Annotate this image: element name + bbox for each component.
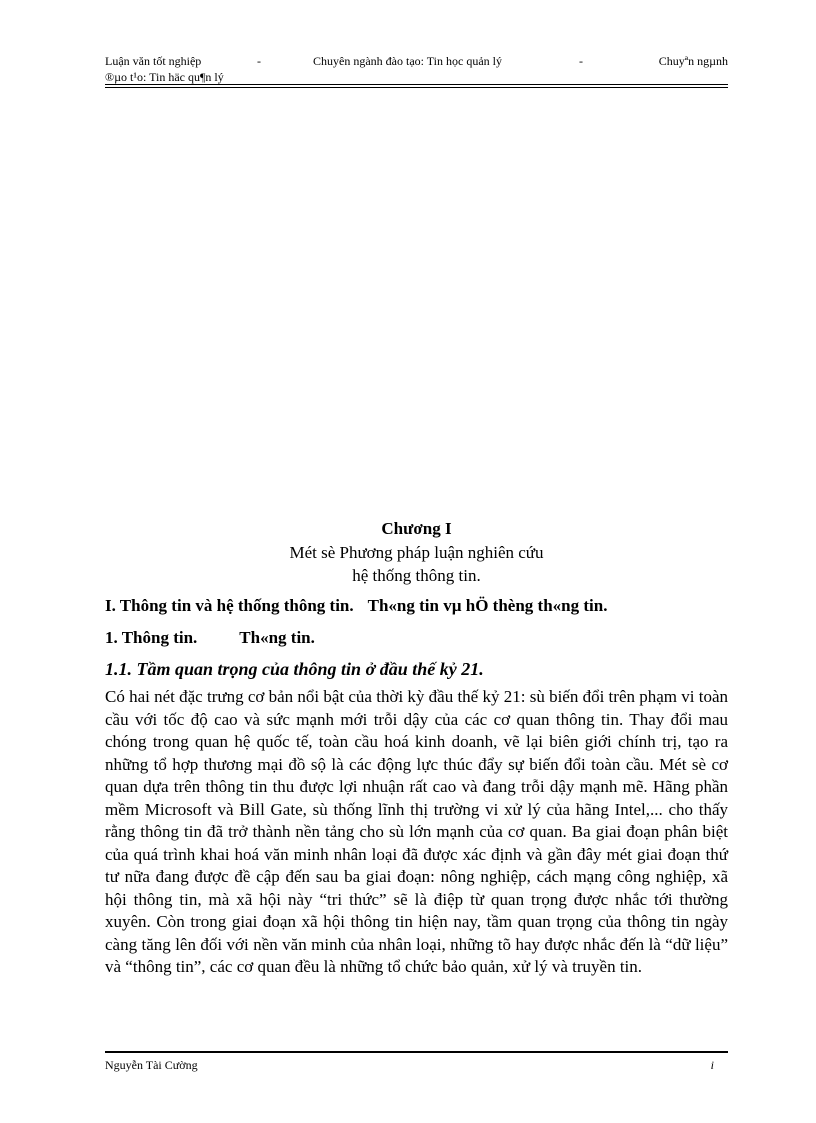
header-right-text: Chuyªn ngµnh [658, 54, 728, 68]
section-heading [105, 595, 607, 617]
page-header [105, 53, 728, 85]
header-left-text: Luận văn tốt nghiệp [105, 54, 202, 68]
header-second-line: ®µo t¹o: Tin häc qu¶n lý [105, 70, 224, 84]
page-number: i [710, 1058, 714, 1072]
subsubsection-heading: 1.1. Tầm quan trọng của thông tin ở đầu thế kỷ 21. [105, 659, 484, 679]
subsection-heading [105, 627, 315, 649]
footer-rule [105, 1051, 728, 1053]
section-heading-alt-text: Th«ng tin vµ hÖ thèng th«ng tin. [367, 596, 608, 615]
subsection-heading-alt-text: Th«ng tin. [239, 628, 315, 647]
header-center-text: Chuyên ngành đào tạo: Tin học quản lý [313, 54, 502, 68]
header-separator: - [257, 54, 261, 68]
chapter-subtitle-line2: hệ thống thông tin. [352, 566, 481, 585]
section-heading-text: I. Thông tin và hệ thống thông tin. [105, 596, 354, 615]
header-rule [105, 84, 728, 88]
chapter-subtitle-line1: Mét sè Phương pháp luận nghiên cứu [289, 543, 544, 562]
header-row [105, 53, 728, 69]
subsection-heading-text: 1. Thông tin. [105, 628, 198, 647]
footer-author: Nguyễn Tài Cường [105, 1058, 198, 1072]
chapter-title: Chương I [381, 519, 452, 538]
body-paragraph: Có hai nét đặc trưng cơ bản nổi bật của thời kỳ đầu thế kỷ 21: sù biến đổi trên phạm vi toàn cầu với tốc độ cao và sức mạnh mới trỗi dậy của các cơ quan thông tin. Thay đổi mau chóng trong quan hệ quốc tế, toàn cầu hoá kinh doanh, vẽ lại biên giới chính trị, tạo ra những tổ hợp thương mại đồ sộ là các động lực thúc đẩy sự biến đổi toàn cầu. Mét sè cơ quan dựa trên thông tin thu được lợi nhuận rất cao và đang trỗi dậy mạnh mẽ. Hãng phần mềm Microsoft và Bill Gate, sù thống lĩnh thị trường vi xử lý của hãng Intel,... cho thấy rằng thông tin đã trở thành nền tảng cho sù lớn mạnh của cơ quan. Ba giai đoạn phân biệt của quá trình khai hoá văn minh nhân loại đã được xác định và gần đây mét giai đoạn thứ tư nữa đang được đề cập đến sau ba giai đoạn: nông nghiệp, cách mạng công nghiệp, xã hội thông tin, mà xã hội này “tri thức” sẽ là điệp từ quan trọng được nhắc tới thường xuyên. Còn trong giai đoạn xã hội thông tin hiện nay, tầm quan trọng của thông tin ngày càng tăng lên đối với nền văn minh của nhân loại, những tõ hay được nhắc đến là “dữ liệu” và “thông tin”, các cơ quan đều là những tổ chức bảo quản, xử lý và truyền tin. [105, 687, 728, 976]
header-separator: - [579, 54, 583, 68]
